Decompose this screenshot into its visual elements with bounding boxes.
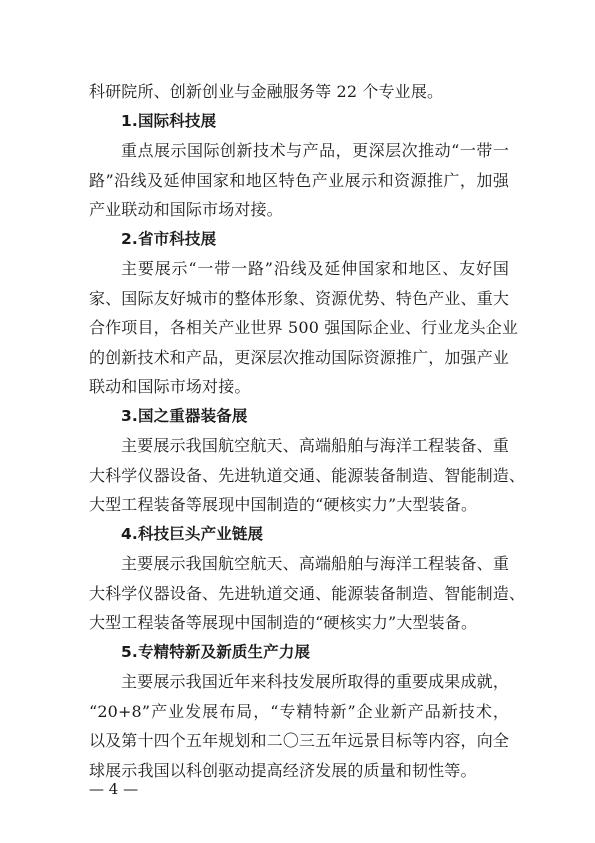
body-text-line: 的创新技术和产品，更深层次推动国际资源推广，加强产业 xyxy=(89,347,509,367)
section-heading: 4.科技巨头产业链展 xyxy=(121,524,264,543)
body-text-line: “20+8”产业发展布局，“专精特新”企业新产品新技术， xyxy=(89,701,509,721)
body-text-line: 重点展示国际创新技术与产品，更深层次推动“一带一 xyxy=(121,141,509,160)
body-text-line: 产业联动和国际市场对接。 xyxy=(89,200,283,219)
section-heading: 5.专精特新及新质生产力展 xyxy=(121,642,311,661)
body-text-line: 主要展示我国航空航天、高端船舶与海洋工程装备、重 xyxy=(121,436,509,455)
page-number: — 4 — xyxy=(89,780,139,798)
body-text-line: 以及第十四个五年规划和二〇三五年远景目标等内容，向全 xyxy=(89,731,509,750)
body-text-line: 合作项目，各相关产业世界 500 强国际企业、行业龙头企业 xyxy=(89,318,519,337)
body-text-line: 科研院所、创新创业与金融服务等 22 个专业展。 xyxy=(89,82,444,101)
section-heading: 2.省市科技展 xyxy=(121,229,217,248)
body-text-line: 大科学仪器设备、先进轨道交通、能源装备制造、智能制造、 xyxy=(89,583,526,603)
body-text-line: 主要展示我国航空航天、高端船舶与海洋工程装备、重 xyxy=(121,554,509,573)
body-text-line: 大型工程装备等展现中国制造的“硬核实力”大型装备。 xyxy=(89,613,478,632)
body-text-line: 主要展示“一带一路”沿线及延伸国家和地区、友好国 xyxy=(121,259,509,278)
section-heading: 1.国际科技展 xyxy=(121,111,217,130)
body-text-line: 家、国际友好城市的整体形象、资源优势、特色产业、重大 xyxy=(89,288,509,308)
body-text-line: 联动和国际市场对接。 xyxy=(89,377,251,396)
body-text-line: 大科学仪器设备、先进轨道交通、能源装备制造、智能制造、 xyxy=(89,465,526,485)
body-text-line: 大型工程装备等展现中国制造的“硬核实力”大型装备。 xyxy=(89,495,478,514)
section-heading: 3.国之重器装备展 xyxy=(121,406,248,425)
document-body xyxy=(89,77,526,785)
body-text-line: 路”沿线及延伸国家和地区特色产业展示和资源推广，加强 xyxy=(89,170,509,190)
body-text-line: 主要展示我国近年来科技发展所取得的重要成果成就， xyxy=(121,672,509,691)
body-text-line: 球展示我国以科创驱动提高经济发展的质量和韧性等。 xyxy=(89,760,477,780)
